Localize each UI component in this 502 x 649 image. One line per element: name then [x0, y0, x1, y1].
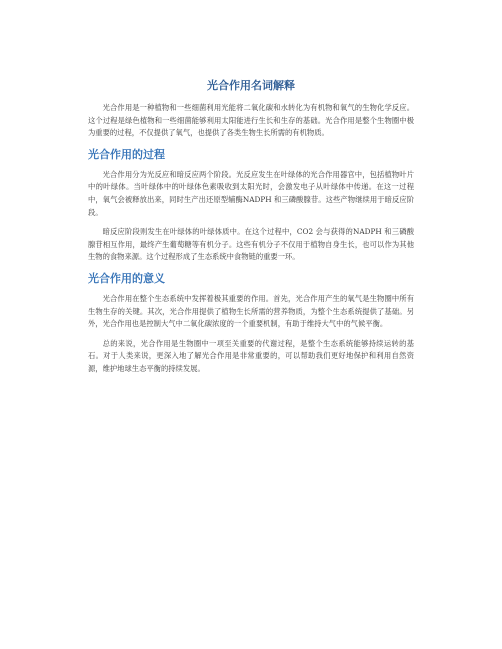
section-significance	[88, 271, 414, 376]
intro-paragraph: 光合作用是一种植物和一些细菌利用光能将二氧化碳和水转化为有机物和氧气的生物化学反应。这个过程是绿色植物和一些细菌能够利用太阳能进行生长和生存的基础。光合作用是整个生物圈中极为重要的过程，不仅提供了氧气，也提供了各类生物生长所需的有机物质。	[88, 103, 414, 138]
section-process	[88, 147, 414, 264]
document-page	[88, 78, 414, 383]
document-title: 光合作用名词解释	[207, 79, 295, 92]
section-heading-significance: 光合作用的意义	[88, 271, 165, 285]
process-paragraph-2: 暗反应阶段则发生在叶绿体的叶绿体质中。在这个过程中，CO2 会与获得的NADPH 和三磷酸腺苷相互作用，最终产生葡萄糖等有机分子。这些有机分子不仅用于植物自身生长，也可以作为其他生物的食物来源。这个过程形成了生态系统中食物链的重要一环。	[88, 227, 414, 262]
significance-paragraph-2: 总的来说，光合作用是生物圈中一项至关重要的代谢过程，是整个生态系统能够持续运转的基石。对于人类来说，更深入地了解光合作用是非常重要的，可以帮助我们更好地保护和利用自然资源，维护地球生态平衡的持续发展。	[88, 338, 414, 373]
process-paragraph-1: 光合作用分为光反应和暗反应两个阶段。光反应发生在叶绿体的光合作用器官中，包括植物叶片中的叶绿体。当叶绿体中的叶绿体色素吸收到太阳光时，会激发电子从叶绿体中传递。在这一过程中，氧气会被释放出来，同时生产出还原型辅酶NADPH 和三磷酸腺苷。这些产物继续用于暗反应阶段。	[88, 169, 414, 217]
significance-paragraph-1: 光合作用在整个生态系统中发挥着极其重要的作用。首先，光合作用产生的氧气是生物圈中所有生物生存的关键。其次，光合作用提供了植物生长所需的营养物质，为整个生态系统提供了基础。另外，光合作用也是控制大气中二氧化碳浓度的一个重要机制，有助于维持大气中的气候平衡。	[88, 293, 414, 329]
section-heading-process: 光合作用的过程	[88, 147, 165, 161]
